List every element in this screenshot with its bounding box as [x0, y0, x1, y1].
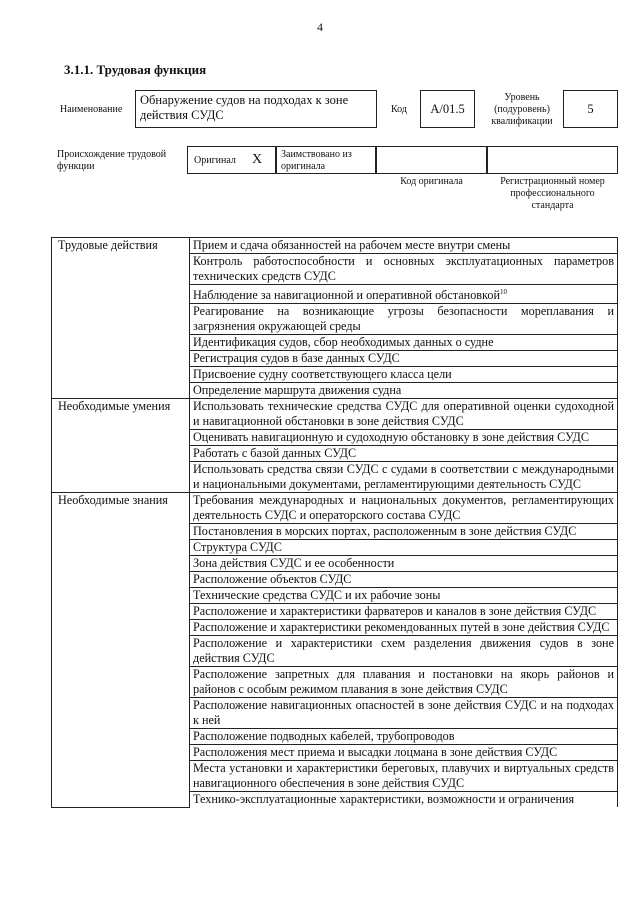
- item-cell: Структура СУДС: [190, 540, 618, 556]
- item-cell: Постановления в морских портах, расположенным в зоне действия СУДС: [190, 524, 618, 540]
- category-cell: Необходимые знания: [52, 493, 190, 808]
- item-cell: Использовать средства связи СУДС с судами в соответствии с международными и национальными документами, регламентирующими деятельность СУДС: [190, 462, 618, 493]
- footnote-ref: 10: [499, 288, 507, 296]
- code-value: A/01.5: [430, 102, 465, 116]
- item-cell: Расположение объектов СУДС: [190, 572, 618, 588]
- item-cell: Места установки и характеристики береговых, плавучих и виртуальных средств навигационного обеспечения в зоне действия СУДС: [190, 761, 618, 792]
- borrowed-label: Заимствовано из оригинала: [281, 149, 352, 172]
- name-value-field: [135, 90, 377, 128]
- item-cell: Оценивать навигационную и судоходную обстановку в зоне действия СУДС: [190, 430, 618, 446]
- item-cell: Регистрация судов в базе данных СУДС: [190, 351, 618, 367]
- function-table: [51, 237, 618, 808]
- code-original-box: [376, 146, 487, 174]
- item-cell: Расположения мест приема и высадки лоцмана в зоне действия СУДС: [190, 745, 618, 761]
- item-cell: Зона действия СУДС и ее особенности: [190, 556, 618, 572]
- original-cell: [187, 146, 276, 174]
- name-label: Наименование: [60, 104, 123, 115]
- level-label: Уровень (подуровень) квалификации: [491, 92, 553, 127]
- name-value: Обнаружение судов на подходах к зоне действия СУДС: [140, 93, 349, 122]
- category-cell: Трудовые действия: [52, 238, 190, 399]
- original-mark: X: [252, 152, 263, 167]
- code-label: Код: [391, 104, 407, 115]
- item-cell: Расположение и характеристики фарватеров и каналов в зоне действия СУДС: [190, 604, 618, 620]
- level-value-field: [563, 90, 618, 128]
- code-value-field: [420, 90, 475, 128]
- code-original-label: Код оригинала: [400, 176, 463, 187]
- section-title: 3.1.1. Трудовая функция: [64, 62, 207, 77]
- origin-label: Происхождение трудовой функции: [57, 149, 167, 172]
- item-cell: Идентификация судов, сбор необходимых данных о судне: [190, 335, 618, 351]
- reg-number-label: Регистрационный номер профессионального стандарта: [500, 176, 605, 211]
- table-row: [52, 238, 618, 254]
- item-cell: Работать с базой данных СУДС: [190, 446, 618, 462]
- level-value: 5: [587, 102, 594, 116]
- reg-number-box: [487, 146, 618, 174]
- borrowed-cell: [276, 146, 376, 174]
- item-cell: Расположение запретных для плавания и постановки на якорь районов и районов с особым режимом плавания в зоне действия СУДС: [190, 667, 618, 698]
- item-cell: Реагирование на возникающие угрозы безопасности мореплавания и загрязнения окружающей среды: [190, 304, 618, 335]
- table-row: [52, 493, 618, 524]
- item-cell: Расположение и характеристики схем разделения движения судов в зоне действия СУДС: [190, 636, 618, 667]
- item-cell: Расположение навигационных опасностей в зоне действия СУДС и на подходах к ней: [190, 698, 618, 729]
- item-cell: Прием и сдача обязанностей на рабочем месте внутри смены: [190, 238, 618, 254]
- item-cell: Требования международных и национальных документов, регламентирующих деятельность СУДС и операторского состава СУДС: [190, 493, 618, 524]
- category-cell: Необходимые умения: [52, 399, 190, 493]
- item-cell: Определение маршрута движения судна: [190, 383, 618, 399]
- item-cell: Присвоение судну соответствующего класса цели: [190, 367, 618, 383]
- page-number: 4: [317, 20, 323, 34]
- item-cell: Технические средства СУДС и их рабочие зоны: [190, 588, 618, 604]
- item-cell: Расположение и характеристики рекомендованных путей в зоне действия СУДС: [190, 620, 618, 636]
- item-cell: Расположение подводных кабелей, трубопроводов: [190, 729, 618, 745]
- item-cell: Технико-эксплуатационные характеристики, возможности и ограничения: [190, 792, 618, 808]
- item-text: Наблюдение за навигационной и оперативной обстановкой: [193, 288, 500, 303]
- table-row: [52, 399, 618, 430]
- item-cell: Использовать технические средства СУДС для оперативной оценки судоходной и навигационной обстановки в зоне действия СУДС: [190, 399, 618, 430]
- item-cell: Контроль работоспособности и основных эксплуатационных параметров технических средств СУДС: [190, 254, 618, 285]
- original-label: Оригинал: [194, 155, 236, 166]
- item-cell: [190, 285, 618, 304]
